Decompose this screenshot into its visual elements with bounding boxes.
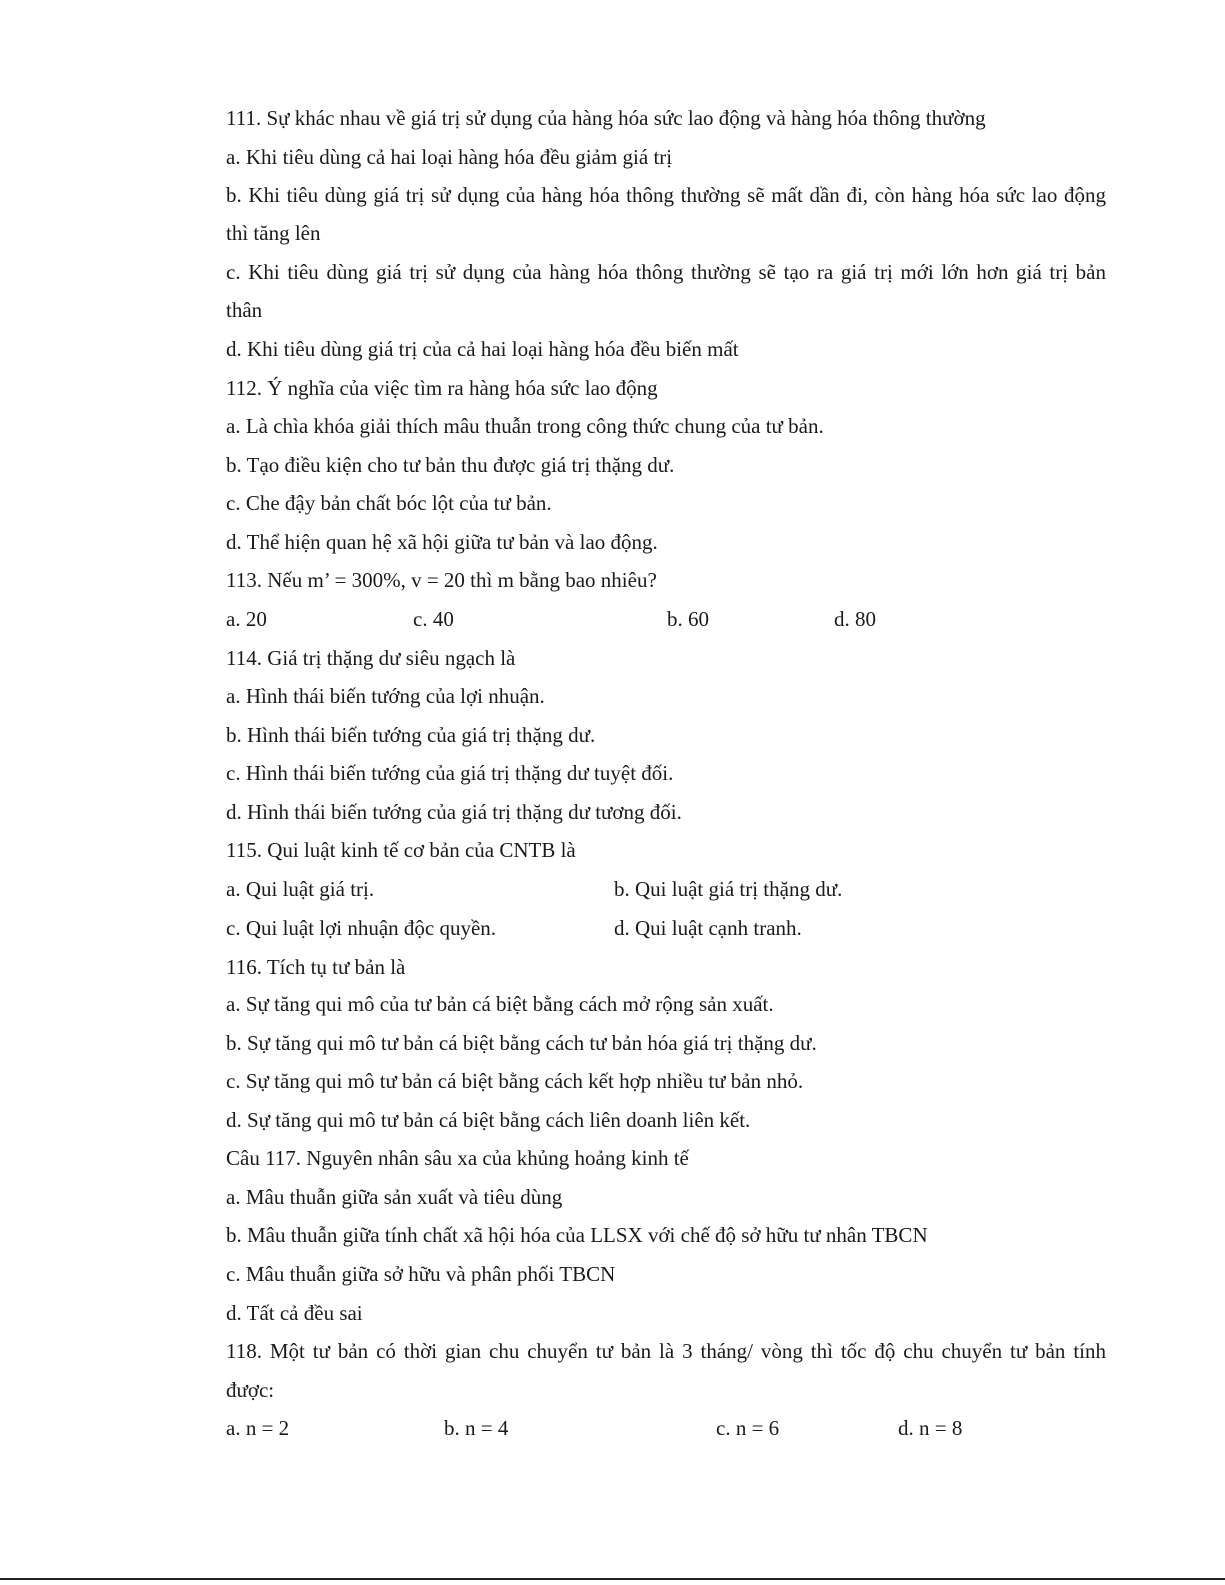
question-114-option-d: d. Hình thái biến tướng của giá trị thặng dư tương đối.: [226, 800, 682, 824]
question-114-option-c: c. Hình thái biến tướng của giá trị thặng dư tuyệt đối.: [226, 761, 674, 785]
page-bottom-rule: [0, 1578, 1225, 1580]
question-118-stem-line1: 118. Một tư bản có thời gian chu chuyển tư bản là 3 tháng/ vòng thì tốc độ chu chuyển tư bản tính: [226, 1339, 1106, 1363]
question-112-option-d: d. Thể hiện quan hệ xã hội giữa tư bản và lao động.: [226, 530, 658, 554]
question-114-option-a: a. Hình thái biến tướng của lợi nhuận.: [226, 684, 545, 708]
question-117-option-a: a. Mâu thuẫn giữa sản xuất và tiêu dùng: [226, 1185, 563, 1209]
question-111-option-d: d. Khi tiêu dùng giá trị của cả hai loại hàng hóa đều biến mất: [226, 337, 739, 361]
question-118-option-d: d. n = 8: [898, 1416, 963, 1440]
question-114-option-b: b. Hình thái biến tướng của giá trị thặng dư.: [226, 723, 596, 747]
question-111-option-a: a. Khi tiêu dùng cả hai loại hàng hóa đều giảm giá trị: [226, 145, 673, 169]
question-118-option-c: c. n = 6: [716, 1416, 780, 1440]
question-118-option-b: b. n = 4: [444, 1416, 509, 1440]
question-116-option-d: d. Sự tăng qui mô tư bản cá biệt bằng cách liên doanh liên kết.: [226, 1108, 751, 1132]
question-117-option-d: d. Tất cả đều sai: [226, 1301, 363, 1325]
question-116-option-b: b. Sự tăng qui mô tư bản cá biệt bằng cách tư bản hóa giá trị thặng dư.: [226, 1031, 817, 1055]
question-118-stem-line2: được:: [226, 1378, 275, 1402]
question-117-option-b: b. Mâu thuẫn giữa tính chất xã hội hóa của LLSX với chế độ sở hữu tư nhân TBCN: [226, 1223, 928, 1247]
question-113-option-a: a. 20: [226, 607, 267, 631]
question-114-stem: 114. Giá trị thặng dư siêu ngạch là: [226, 646, 516, 670]
question-113-stem: 113. Nếu m’ = 300%, v = 20 thì m bằng bao nhiêu?: [226, 568, 657, 592]
question-115-option-a: a. Qui luật giá trị.: [226, 877, 375, 901]
question-111-stem: 111. Sự khác nhau về giá trị sử dụng của hàng hóa sức lao động và hàng hóa thông thường: [226, 106, 986, 130]
question-117-stem: Câu 117. Nguyên nhân sâu xa của khủng hoảng kinh tế: [226, 1146, 689, 1170]
question-118-option-a: a. n = 2: [226, 1416, 290, 1440]
question-112-option-c: c. Che đậy bản chất bóc lột của tư bản.: [226, 491, 552, 515]
question-113-option-c: c. 40: [413, 607, 454, 631]
question-111-option-b-line1: b. Khi tiêu dùng giá trị sử dụng của hàng hóa thông thường sẽ mất dần đi, còn hàng hóa sức lao động: [226, 183, 1106, 207]
question-111-option-c-line2: thân: [226, 298, 263, 322]
question-115-option-b: b. Qui luật giá trị thặng dư.: [614, 877, 843, 901]
question-112-option-a: a. Là chìa khóa giải thích mâu thuẫn trong công thức chung của tư bản.: [226, 414, 824, 438]
question-117-option-c: c. Mâu thuẫn giữa sở hữu và phân phối TBCN: [226, 1262, 616, 1286]
question-116-option-c: c. Sự tăng qui mô tư bản cá biệt bằng cách kết hợp nhiều tư bản nhỏ.: [226, 1069, 804, 1093]
question-115-option-c: c. Qui luật lợi nhuận độc quyền.: [226, 916, 497, 940]
question-115-option-d: d. Qui luật cạnh tranh.: [614, 916, 802, 940]
question-112-stem: 112. Ý nghĩa của việc tìm ra hàng hóa sức lao động: [226, 376, 658, 400]
question-116-stem: 116. Tích tụ tư bản là: [226, 955, 406, 979]
question-113-option-b: b. 60: [667, 607, 709, 631]
question-115-stem: 115. Qui luật kinh tế cơ bản của CNTB là: [226, 838, 576, 862]
question-112-option-b: b. Tạo điều kiện cho tư bản thu được giá trị thặng dư.: [226, 453, 675, 477]
question-111-option-c-line1: c. Khi tiêu dùng giá trị sử dụng của hàng hóa thông thường sẽ tạo ra giá trị mới lớn hơn giá trị bản: [226, 260, 1106, 284]
question-111-option-b-line2: thì tăng lên: [226, 221, 321, 245]
question-113-option-d: d. 80: [834, 607, 876, 631]
question-116-option-a: a. Sự tăng qui mô của tư bản cá biệt bằng cách mở rộng sản xuất.: [226, 992, 774, 1016]
